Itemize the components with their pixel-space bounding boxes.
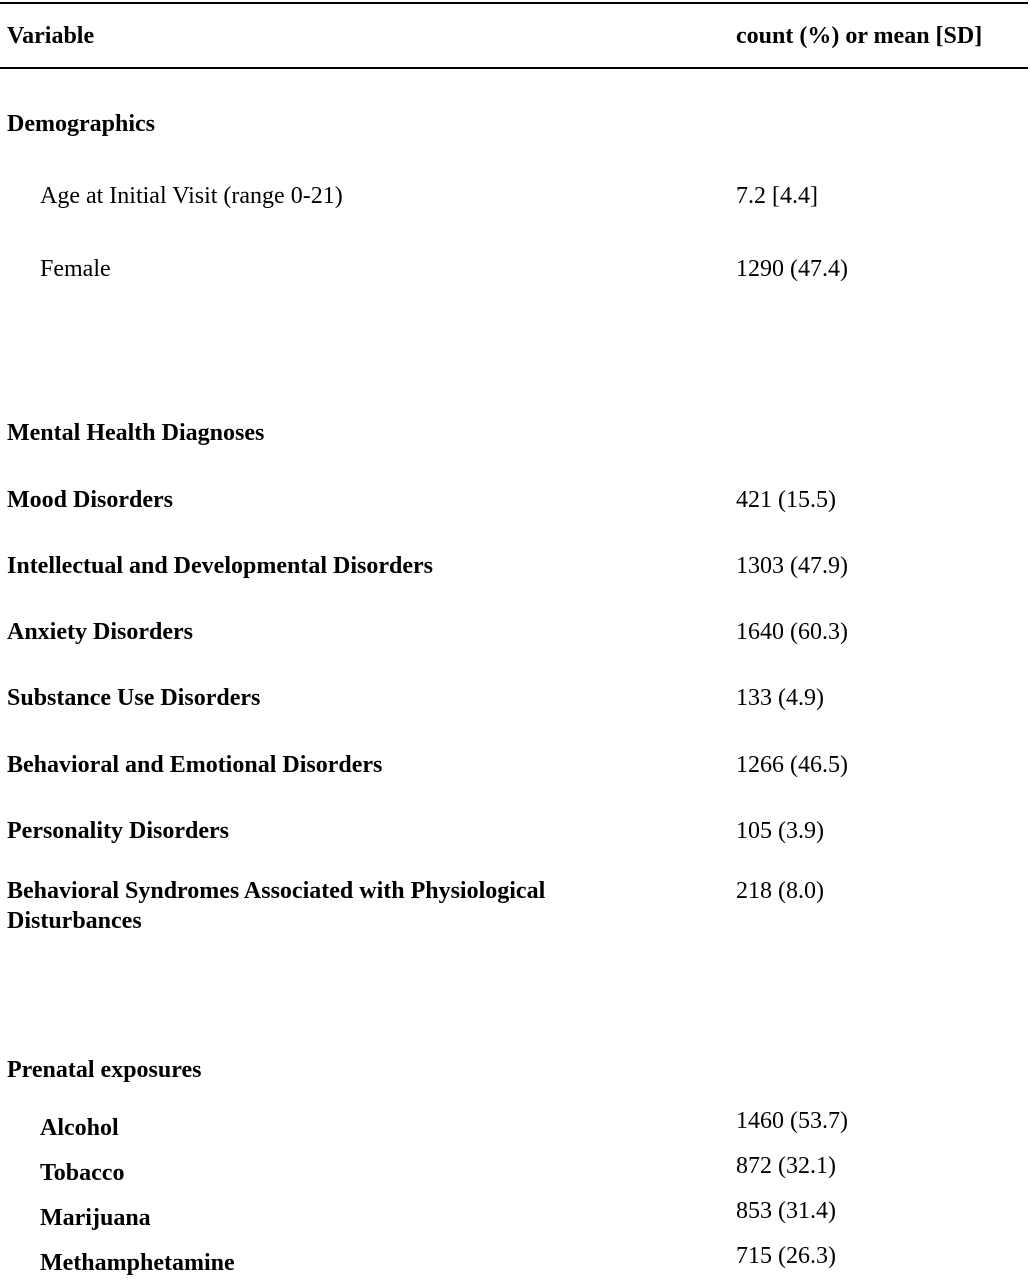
row-value: 7.2 [4.4] xyxy=(736,183,818,209)
row-value: 421 (15.5) xyxy=(736,487,836,513)
row-value: 218 (8.0) xyxy=(736,878,824,904)
section-title-mental-health: Mental Health Diagnoses xyxy=(7,420,265,446)
row-value: 1460 (53.7) xyxy=(736,1108,848,1134)
row-label: Behavioral Syndromes Associated with Physiological Disturbances xyxy=(7,878,546,934)
row-value: 1640 (60.3) xyxy=(736,619,848,645)
row-value: 1290 (47.4) xyxy=(736,256,848,282)
row-label: Alcohol xyxy=(40,1115,119,1141)
header-variable: Variable xyxy=(7,23,95,49)
row-label: Methamphetamine xyxy=(40,1250,235,1276)
row-value: 133 (4.9) xyxy=(736,685,824,711)
row-value: 105 (3.9) xyxy=(736,818,824,844)
row-label: Intellectual and Developmental Disorders xyxy=(7,553,433,579)
row-value: 872 (32.1) xyxy=(736,1153,836,1179)
section-title-demographics: Demographics xyxy=(7,111,155,137)
header-value: count (%) or mean [SD] xyxy=(736,23,983,49)
row-label: Marijuana xyxy=(40,1205,151,1231)
row-label: Age at Initial Visit (range 0-21) xyxy=(40,183,343,209)
row-label: Personality Disorders xyxy=(7,818,229,844)
row-label: Anxiety Disorders xyxy=(7,619,193,645)
row-value: 1266 (46.5) xyxy=(736,752,848,778)
row-value: 1303 (47.9) xyxy=(736,553,848,579)
row-label: Tobacco xyxy=(40,1160,125,1186)
row-label: Mood Disorders xyxy=(7,487,173,513)
section-title-prenatal: Prenatal exposures xyxy=(7,1057,202,1083)
row-value: 853 (31.4) xyxy=(736,1198,836,1224)
row-label: Behavioral and Emotional Disorders xyxy=(7,752,383,778)
row-label: Substance Use Disorders xyxy=(7,685,261,711)
row-label: Female xyxy=(40,256,111,282)
table-header-rule xyxy=(0,67,1028,69)
row-value: 715 (26.3) xyxy=(736,1243,836,1269)
table-top-rule xyxy=(0,2,1028,4)
